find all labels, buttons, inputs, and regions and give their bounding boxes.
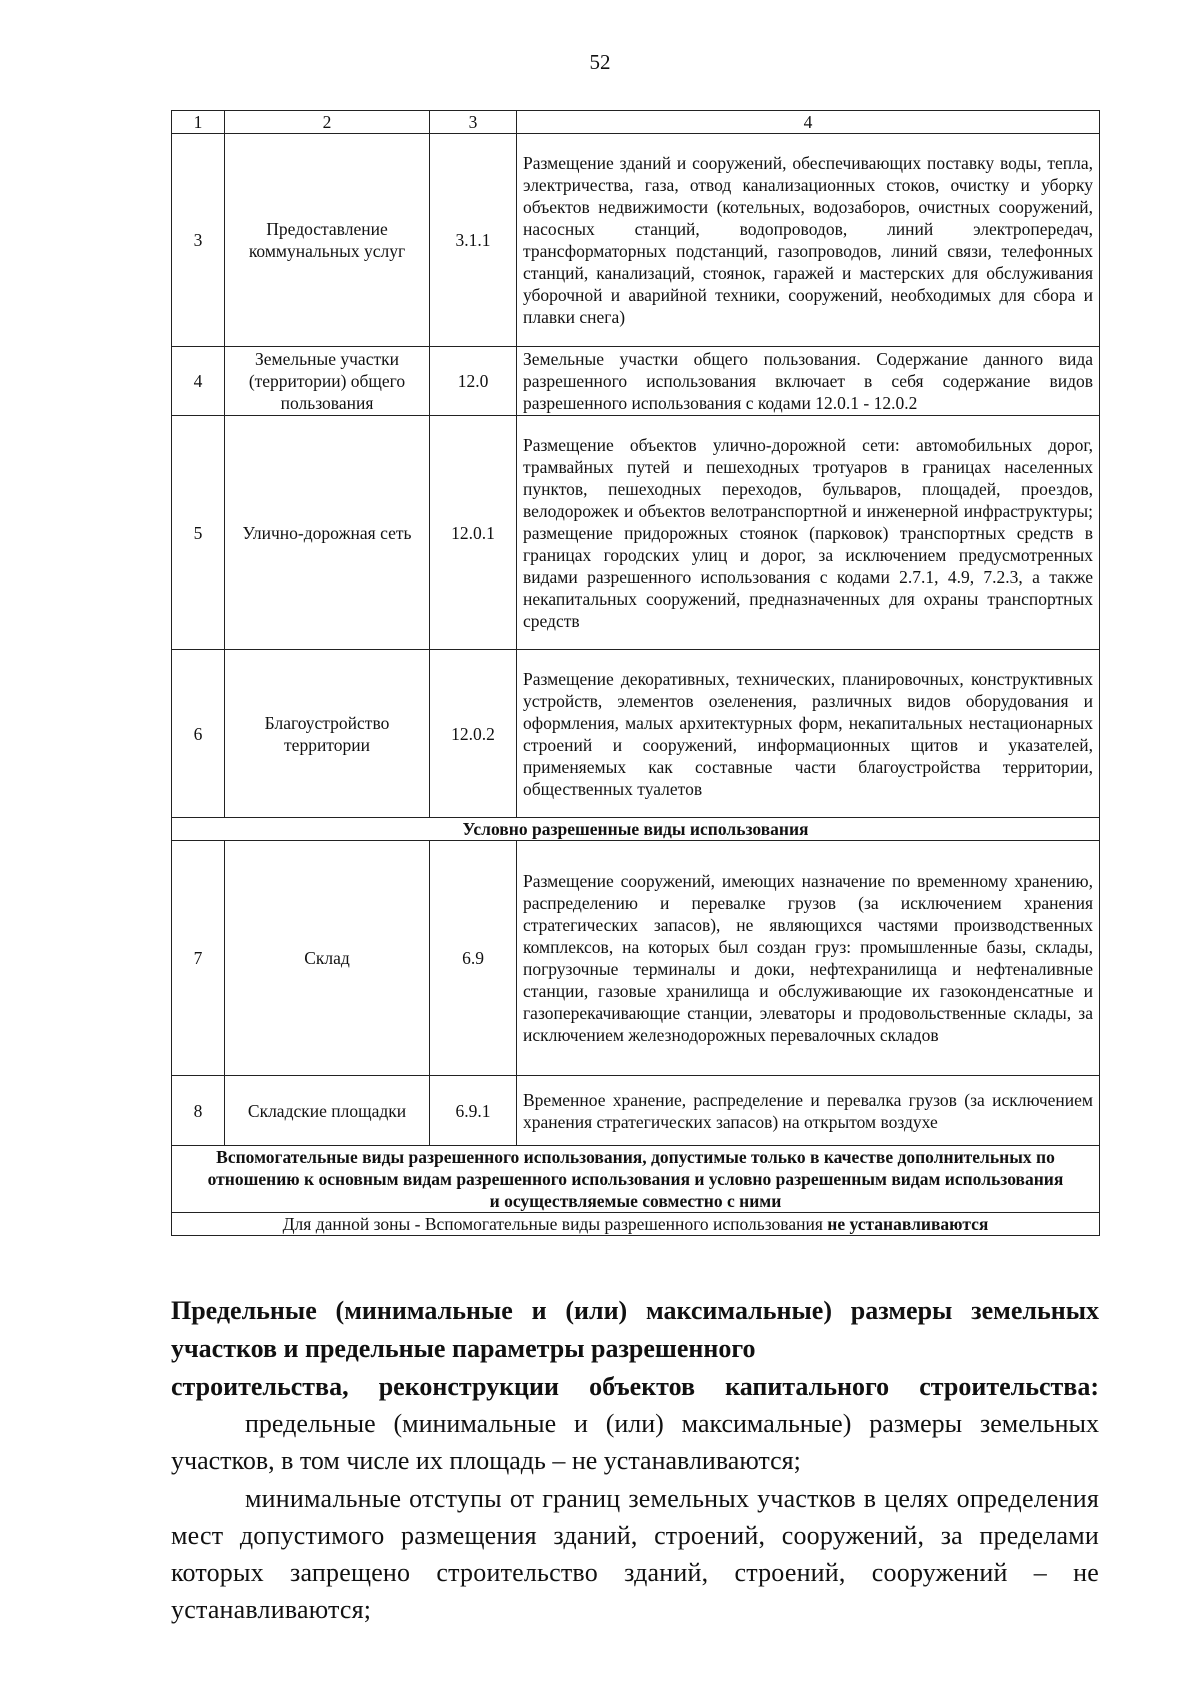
- row-number: 5: [172, 416, 225, 650]
- use-type-name: Предоставление коммунальных услуг: [225, 134, 430, 347]
- heading-text: Предельные (минимальные и (или) максимальные) размеры земельных участков и предельные параметры разрешенного: [171, 1296, 1099, 1363]
- use-type-code: 12.0.1: [430, 416, 517, 650]
- use-type-name: Улично-дорожная сеть: [225, 416, 430, 650]
- use-type-description: Временное хранение, распределение и перевалка грузов (за исключением хранения стратегических запасов) на открытом воздухе: [517, 1076, 1100, 1146]
- header-cell-4: 4: [517, 111, 1100, 134]
- row-number: 8: [172, 1076, 225, 1146]
- page-number: 52: [589, 50, 611, 74]
- table-row: [172, 1076, 1100, 1146]
- section-heading: [171, 1292, 1099, 1406]
- use-type-code: 3.1.1: [430, 134, 517, 347]
- table-header-row: [172, 111, 1100, 134]
- row-number: 4: [172, 347, 225, 416]
- table-row: [172, 347, 1100, 416]
- heading-text-last-line: строительства, реконструкции объектов капитального строительства:: [171, 1372, 1099, 1401]
- use-type-description: Земельные участки общего пользования. Содержание данного вида разрешенного использования включает в себя содержание видов разрешенного использования с кодами 12.0.1 - 12.0.2: [517, 347, 1100, 416]
- use-type-description: Размещение зданий и сооружений, обеспечивающих поставку воды, тепла, электричества, газа, отвод канализационных стоков, очистку и уборку объектов недвижимости (котельных, водозаборов, очистных сооружений, насосных станций, водопроводов, линий электропередач, трансформаторных подстанций, газопроводов, линий связи, телефонных станций, канализаций, стоянок, гаражей и мастерских для обслуживания уборочной и аварийной техники, сооружений, необходимых для сбора и плавки снега): [517, 134, 1100, 347]
- header-cell-2: 2: [225, 111, 430, 134]
- use-type-name: Складские площадки: [225, 1076, 430, 1146]
- use-type-name: Земельные участки (территории) общего пользования: [225, 347, 430, 416]
- use-type-code: 12.0: [430, 347, 517, 416]
- use-type-name: Склад: [225, 841, 430, 1076]
- section-title-auxiliary: Вспомогательные виды разрешенного использования, допустимые только в качестве дополнительных по отношению к основным видам разрешенного использования и условно разрешенным видам использования и осуществляемые совместно с ними: [172, 1146, 1100, 1213]
- paragraph-plot-sizes: предельные (минимальные и (или) максимальные) размеры земельных участков, в том числе их площадь – не устанавливаются;: [171, 1409, 1099, 1475]
- use-type-code: 6.9: [430, 841, 517, 1076]
- table-row: [172, 650, 1100, 818]
- row-number: 6: [172, 650, 225, 818]
- auxiliary-note-text: Для данной зоны - Вспомогательные виды разрешенного использования: [282, 1214, 828, 1234]
- use-type-description: Размещение декоративных, технических, планировочных, конструктивных устройств, элементов озеленения, различных видов оборудования и оформления, малых архитектурных форм, некапитальных нестационарных строений и сооружений, информационных щитов и указателей, применяемых как составные части благоустройства территории, общественных туалетов: [517, 650, 1100, 818]
- section-row-conditional: [172, 818, 1100, 841]
- use-type-code: 12.0.2: [430, 650, 517, 818]
- section-title-conditional: Условно разрешенные виды использования: [172, 818, 1100, 841]
- use-type-description: Размещение сооружений, имеющих назначение по временному хранению, распределению и перевалке грузов (за исключением хранения стратегических запасов), не являющихся частями производственных комплексов, на которых был создан груз: промышленные базы, склады, погрузочные терминалы и доки, нефтехранилища и нефтеналивные станции, газовые хранилища и обслуживающие их газоконденсатные и газоперекачивающие станции, элеваторы и продовольственные склады, за исключением железнодорожных перевалочных складов: [517, 841, 1100, 1076]
- land-use-table: [171, 110, 1100, 1236]
- table-row: [172, 134, 1100, 347]
- use-type-description: Размещение объектов улично-дорожной сети: автомобильных дорог, трамвайных путей и пешеходных тротуаров в границах населенных пунктов, пешеходных переходов, бульваров, площадей, проездов, велодорожек и объектов велотранспортной и инженерной инфраструктуры; размещение придорожных стоянок (парковок) транспортных средств в границах городских улиц и дорог, за исключением предусмотренных видами разрешенного использования с кодами 2.7.1, 4.9, 7.2.3, а также некапитальных сооружений, предназначенных для охраны транспортных средств: [517, 416, 1100, 650]
- row-number: 7: [172, 841, 225, 1076]
- auxiliary-note-emphasis: не устанавливаются: [827, 1214, 989, 1234]
- table-row: [172, 841, 1100, 1076]
- row-number: 3: [172, 134, 225, 347]
- auxiliary-note-row: [172, 1213, 1100, 1236]
- header-cell-1: 1: [172, 111, 225, 134]
- use-type-code: 6.9.1: [430, 1076, 517, 1146]
- header-cell-3: 3: [430, 111, 517, 134]
- auxiliary-note: [172, 1213, 1100, 1236]
- section-row-auxiliary: [172, 1146, 1100, 1213]
- paragraph-setbacks: минимальные отступы от границ земельных участков в целях определения мест допустимого размещения зданий, строений, сооружений, за пределами которых запрещено строительство зданий, строений, сооружений – не устанавливаются;: [171, 1484, 1099, 1624]
- use-type-name: Благоустройство территории: [225, 650, 430, 818]
- table-row: [172, 416, 1100, 650]
